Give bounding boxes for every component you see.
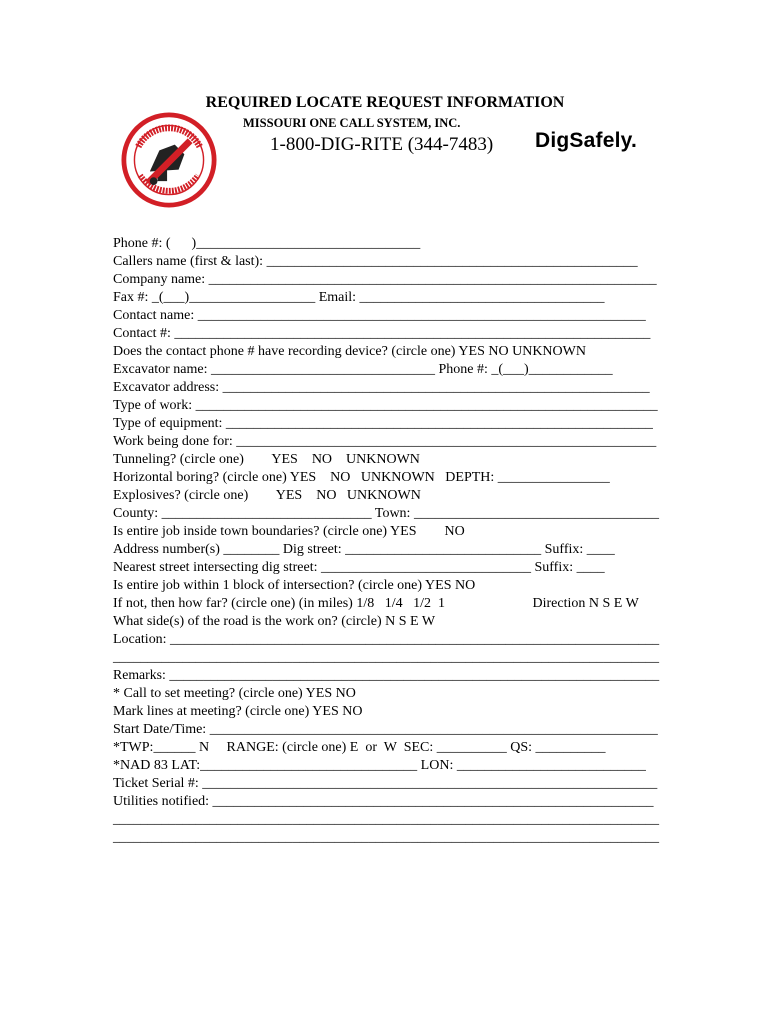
field-location-continued[interactable]: _______________________________________________________________________________ [113,650,659,665]
field-fax-email[interactable]: Fax #: _(___)__________________ Email: ___________________________________ [113,290,605,305]
field-nearest-street[interactable]: Nearest street intersecting dig street: ______________________________ Suffix: ____ [113,560,605,575]
dig-safely-logo: DigSafely. [535,129,637,152]
field-address-dig-street[interactable]: Address number(s) ________ Dig street: ____________________________ Suffix: ____ [113,542,615,557]
field-phone[interactable]: Phone #: ( )________________________________ [113,236,421,251]
field-tunneling[interactable]: Tunneling? (circle one) YES NO UNKNOWN [113,452,420,467]
field-location[interactable]: Location: ______________________________________________________________________ [113,632,660,647]
hotline-phone: 1-800-DIG-RITE (344-7483) [270,134,494,155]
field-excavator-address[interactable]: Excavator address: _____________________________________________________________ [113,380,650,395]
field-work-done-for[interactable]: Work being done for: ____________________________________________________________ [113,434,657,449]
field-mark-lines[interactable]: Mark lines at meeting? (circle one) YES NO [113,704,363,719]
field-how-far-direction[interactable]: If not, then how far? (circle one) (in miles) 1/8 1/4 1/2 1 Direction N S E W [113,596,639,611]
missouri-one-call-logo [120,112,218,208]
organization-name: MISSOURI ONE CALL SYSTEM, INC. [243,116,461,130]
field-contact-number[interactable]: Contact #: ____________________________________________________________________ [113,326,651,341]
field-explosives[interactable]: Explosives? (circle one) YES NO UNKNOWN [113,488,421,503]
field-utilities-continued-2[interactable]: _______________________________________________________________________________ [113,830,659,845]
field-type-of-equipment[interactable]: Type of equipment: _____________________________________________________________ [113,416,653,431]
field-start-date-time[interactable]: Start Date/Time: ________________________________________________________________ [113,722,658,737]
field-inside-town[interactable]: Is entire job inside town boundaries? (circle one) YES NO [113,524,465,539]
field-road-side[interactable]: What side(s) of the road is the work on? (circle) N S E W [113,614,436,629]
field-call-meeting[interactable]: * Call to set meeting? (circle one) YES NO [113,686,356,701]
field-ticket-serial[interactable]: Ticket Serial #: _________________________________________________________________ [113,776,658,791]
form-title: REQUIRED LOCATE REQUEST INFORMATION [205,94,565,111]
field-utilities-continued-1[interactable]: _______________________________________________________________________________ [113,812,659,827]
field-utilities-notified[interactable]: Utilities notified: _______________________________________________________________ [113,794,654,809]
field-county-town[interactable]: County: ______________________________ Town: ___________________________________ [113,506,659,521]
field-type-of-work[interactable]: Type of work: __________________________________________________________________ [113,398,658,413]
field-contact-name[interactable]: Contact name: ________________________________________________________________ [113,308,646,323]
field-company-name[interactable]: Company name: ________________________________________________________________ [113,272,657,287]
field-lat-lon[interactable]: *NAD 83 LAT:_______________________________ LON: ___________________________ [113,758,646,773]
field-twp-range-sec[interactable]: *TWP:______ N RANGE: (circle one) E or W SEC: __________ QS: __________ [113,740,606,755]
field-within-block[interactable]: Is entire job within 1 block of intersection? (circle one) YES NO [113,578,476,593]
field-callers-name[interactable]: Callers name (first & last): _____________________________________________________ [113,254,638,269]
field-recording-device[interactable]: Does the contact phone # have recording device? (circle one) YES NO UNKNOWN [113,344,586,359]
field-remarks[interactable]: Remarks: _______________________________________________________________________ [113,668,660,683]
field-excavator-name[interactable]: Excavator name: ________________________________ Phone #: _(___)____________ [113,362,613,377]
field-horizontal-boring[interactable]: Horizontal boring? (circle one) YES NO UNKNOWN DEPTH: ________________ [113,470,610,485]
